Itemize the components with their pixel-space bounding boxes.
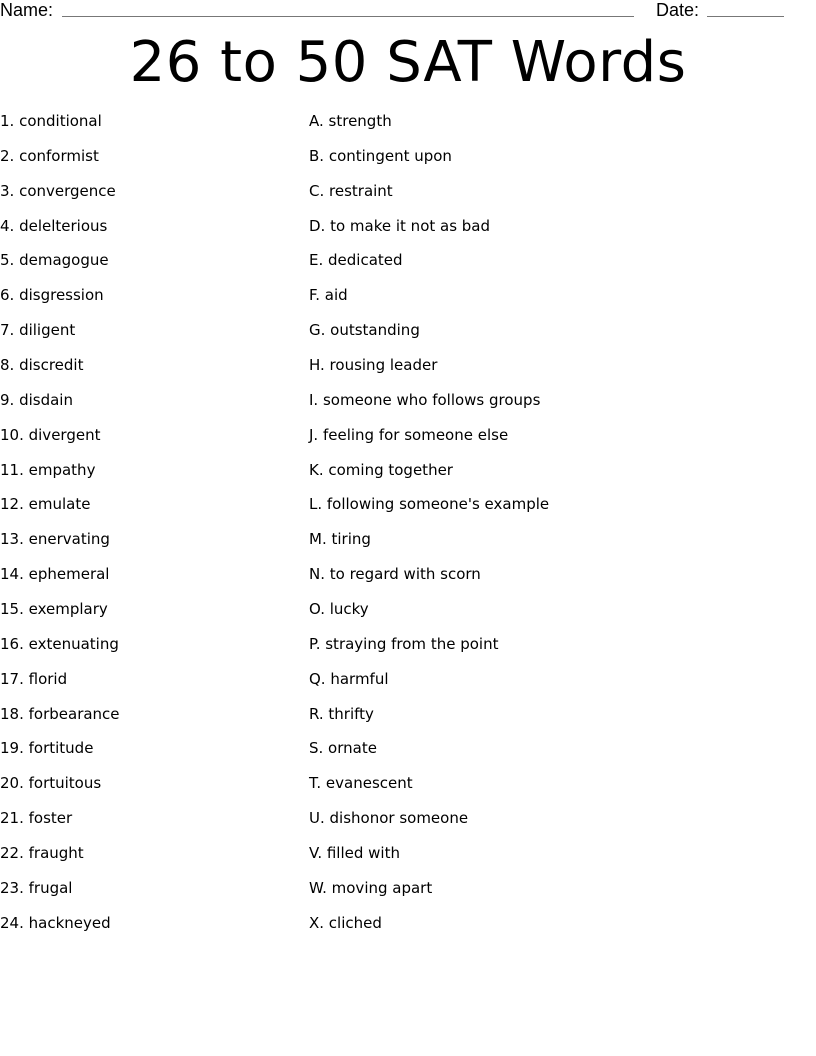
term: 16. extenuating bbox=[0, 634, 119, 653]
term: 18. forbearance bbox=[0, 704, 120, 723]
list-item bbox=[0, 179, 816, 214]
definition: D. to make it not as bad bbox=[309, 216, 491, 235]
term: 3. convergence bbox=[0, 181, 116, 200]
definition: I. someone who follows groups bbox=[309, 390, 541, 409]
definition: Q. harmful bbox=[309, 669, 389, 688]
term: 9. disdain bbox=[0, 390, 73, 409]
list-item bbox=[0, 353, 816, 388]
term: 23. frugal bbox=[0, 878, 73, 897]
date-blank-line bbox=[707, 16, 784, 17]
list-item bbox=[0, 562, 816, 597]
date-label: Date: bbox=[656, 0, 700, 20]
term: 6. disgression bbox=[0, 286, 104, 305]
list-item bbox=[0, 144, 816, 179]
list-item bbox=[0, 736, 816, 771]
list-item bbox=[0, 876, 816, 911]
term: 20. fortuitous bbox=[0, 774, 102, 793]
term: 2. conformist bbox=[0, 146, 99, 165]
list-item bbox=[0, 527, 816, 562]
term: 13. enervating bbox=[0, 530, 110, 549]
definition: M. tiring bbox=[309, 530, 371, 549]
definition: H. rousing leader bbox=[309, 356, 438, 375]
definition: K. coming together bbox=[309, 460, 453, 479]
definition: E. dedicated bbox=[309, 251, 403, 270]
term: 17. florid bbox=[0, 669, 68, 688]
term: 8. discredit bbox=[0, 356, 84, 375]
definition: O. lucky bbox=[309, 600, 369, 619]
definition: T. evanescent bbox=[309, 774, 413, 793]
list-item bbox=[0, 806, 816, 841]
term: 5. demagogue bbox=[0, 251, 109, 270]
name-blank-line bbox=[62, 16, 634, 17]
list-item bbox=[0, 667, 816, 702]
matching-list bbox=[0, 109, 816, 946]
term: 1. conditional bbox=[0, 112, 102, 130]
definition: F. aid bbox=[309, 286, 348, 305]
definition: J. feeling for someone else bbox=[309, 425, 509, 444]
list-item bbox=[0, 318, 816, 353]
definition: B. contingent upon bbox=[309, 146, 452, 165]
definition: P. straying from the point bbox=[309, 634, 499, 653]
list-item bbox=[0, 423, 816, 458]
list-item bbox=[0, 771, 816, 806]
term: 14. ephemeral bbox=[0, 565, 110, 584]
list-item bbox=[0, 597, 816, 632]
definition: W. moving apart bbox=[309, 878, 433, 897]
definition: L. following someone's example bbox=[309, 495, 550, 514]
term: 12. emulate bbox=[0, 495, 91, 514]
list-item bbox=[0, 702, 816, 737]
term: 24. hackneyed bbox=[0, 913, 111, 932]
page-title: 26 to 50 SAT Words bbox=[129, 30, 687, 95]
term: 19. fortitude bbox=[0, 739, 94, 758]
definition: N. to regard with scorn bbox=[309, 565, 481, 584]
definition: A. strength bbox=[309, 112, 392, 130]
term: 21. foster bbox=[0, 809, 73, 828]
definition: V. filled with bbox=[309, 844, 400, 863]
term: 4. delelterious bbox=[0, 216, 108, 235]
list-item bbox=[0, 841, 816, 876]
list-item bbox=[0, 283, 816, 318]
definition: X. cliched bbox=[309, 913, 382, 932]
definition: S. ornate bbox=[309, 739, 377, 758]
worksheet-header bbox=[0, 0, 816, 24]
term: 10. divergent bbox=[0, 425, 101, 444]
term: 7. diligent bbox=[0, 321, 76, 340]
definition: U. dishonor someone bbox=[309, 809, 469, 828]
name-label: Name: bbox=[0, 0, 54, 20]
list-item bbox=[0, 109, 816, 144]
list-item bbox=[0, 388, 816, 423]
definition: C. restraint bbox=[309, 181, 393, 200]
term: 15. exemplary bbox=[0, 600, 108, 619]
list-item bbox=[0, 492, 816, 527]
definition: G. outstanding bbox=[309, 321, 420, 340]
list-item bbox=[0, 911, 816, 946]
term: 22. fraught bbox=[0, 844, 84, 863]
term: 11. empathy bbox=[0, 460, 96, 479]
list-item bbox=[0, 458, 816, 493]
list-item bbox=[0, 248, 816, 283]
list-item bbox=[0, 214, 816, 249]
list-item bbox=[0, 632, 816, 667]
definition: R. thrifty bbox=[309, 704, 374, 723]
